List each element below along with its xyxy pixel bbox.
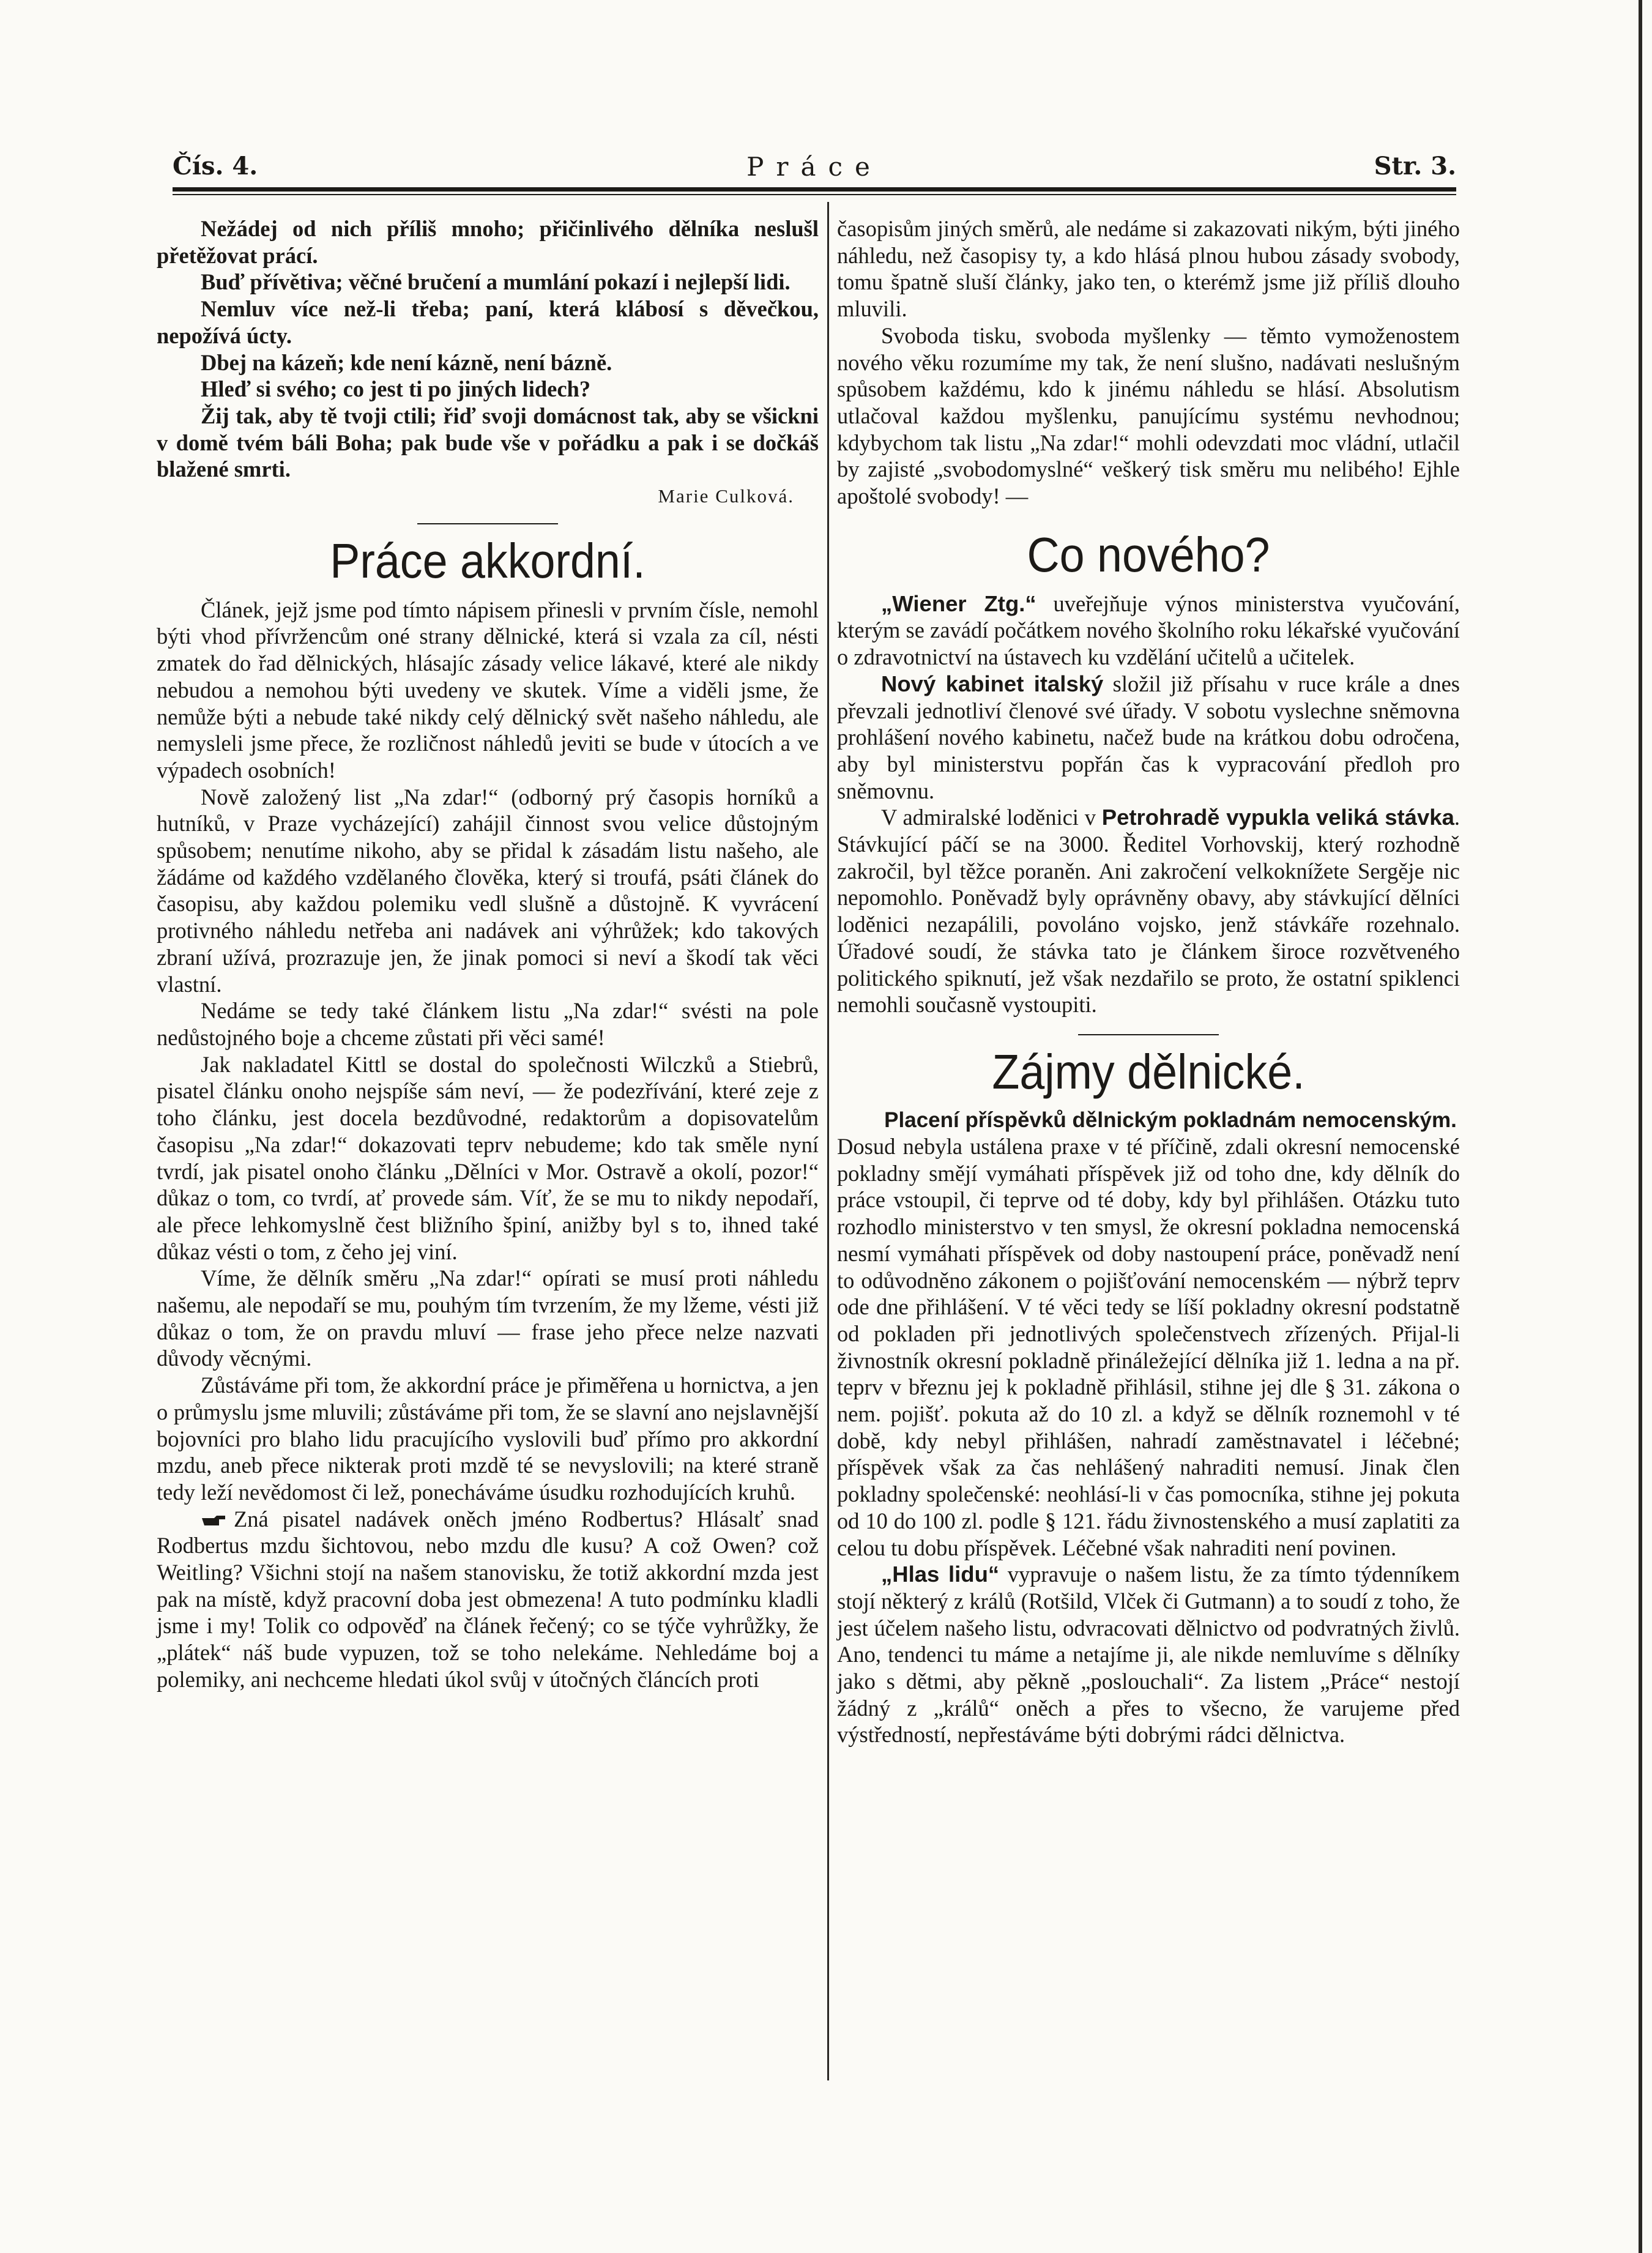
- news-item: [837, 590, 1460, 671]
- rule-paragraph: Nemluv více než-li třeba; paní, která klábosí s děvečkou, nepožívá úcty.: [157, 296, 819, 348]
- page-header: [173, 152, 1456, 186]
- rule-paragraph: Žij tak, aby tě tvoji ctili; řiď svoji domácnost tak, aby se všickni v domě tvém báli Boha; pak bude vše v pořádku a pak i se dočkáš blažené smrti.: [157, 403, 819, 482]
- article-paragraph: Nedáme se tedy také článkem listu „Na zdar!“ svésti na pole nedůstojného boje a chceme zůstati při věci samé!: [157, 998, 819, 1050]
- interests-heading: Zájmy dělnické.: [992, 1044, 1305, 1099]
- hlas-lidu-paragraph: [837, 1561, 1460, 1748]
- issue-number: Čís. 4.: [173, 152, 258, 181]
- continuation-paragraph: Svoboda tisku, svoboda myšlenky — těmto vymoženostem nového věku rozumíme my tak, že není slušno, nadávati neslušným spůsobem každému, kdo k jinému náhledu se hlásí. Absolutism utlačoval každou myšlenku, panujícímu systému nevhodnou; kdybychom tak listu „Na zdar!“ mohli odevzdati moc vládní, utlačil by zajisté „svobodomyslné“ veškerý tisk směru mu nelibého! Ejhle apoštolé svobody! —: [837, 322, 1460, 509]
- header-rule-thin: [173, 194, 1456, 195]
- article-paragraph: Jak nakladatel Kittl se dostal do společnosti Wilczků a Stiebrů, pisatel článku onoho nejspíše sám neví, — že podezřívání, které zeje z toho článku, jest docela bezdůvodné, redaktorům a dopisovatelům časopisu „Na zdar!“ dokazovati teprv nebudeme; kdo tak směle nyní tvrdí, jak pisatel onoho článku „Dělníci v Mor. Ostravě a okolí, pozor!“ důkaz o tom, co tvrdí, ať provede sám. Víť, že se mu to nikdy nepodaří, ale přece lehkomyslně čest bližního špiní, anižby byl s to, ihned také důkaz vésti o tom, z čeho jej viní.: [157, 1051, 819, 1264]
- article-paragraph-with-hand: [157, 1506, 819, 1693]
- section-separator: [1078, 1034, 1219, 1035]
- page-number: Str. 3.: [1374, 152, 1456, 181]
- pointing-hand-icon: [201, 1512, 228, 1529]
- interests-paragraph: Dosud nebyla ustálena praxe v té příčině, zdali okresní nemocenské pokladny smějí vymáhati příspěvek již od toho dne, kdy dělník do práce vstoupil, či teprve od té doby, kdy byl přihlášen. Otázku tuto rozhodlo ministerstvo v ten smysl, že okresní pokladna nemocenská nesmí vymáhati příspěvek od doby nastoupení práce, poněvadž není to odůvodněno zákonem o pojišťování nemocenském — nýbrž teprv ode dne přihlášení. V té věci tedy se líší pokladny okresní podstatně od pokladen při jednotlivých společenstvech zřízených. Přijal-li živnostník okresní pokladně přináležející dělníka již 1. ledna a na př. teprv v březnu jej k pokladně přihlásil, stihne jej dle § 31. zákona o nem. pojišť. pokuta až do 10 zl. a když se dělník roznemohl v té době, kdy nebyl přihlášen, nahradí zaměstnavatel i léčebné; příspěvek však za čas nehlášený nahraditi nemusí. Jinak člen pokladny společenské: neohlásí-li v čas pomocníka, stihne jej pokuta od 10 do 100 zl. podle § 121. řádu živnostenského a musí zaplatiti za celou tu dobu příspěvek. Léčebné však nahraditi není povinen.: [837, 1133, 1460, 1560]
- news-item: [837, 671, 1460, 805]
- article-paragraph: Zůstáváme při tom, že akkordní práce je přiměřena u hornictva, a jen o průmyslu jsme mluvili; zůstáváme při tom, že se slavní ano nejslavnější bojovníci pro blaho lidu pracujícího vyslovili buď přímo pro akkordní mzdu, aneb přece nikterak proti mzdě té se nevyslovili; na které straně tedy leží nevědomost či lež, ponecháváme úsudku rozhodujících kruhů.: [157, 1372, 819, 1505]
- rule-paragraph: Dbej na kázeň; kde není kázně, není bázně.: [201, 349, 612, 375]
- article-heading-prace-akkordni: Práce akkordní.: [330, 533, 646, 588]
- continuation-paragraph: časopisům jiných směrů, ale nedáme si zakazovati nikým, býti jiného náhledu, než časopisy ty, a kdo hlásá plnou hubou zásady svobody, tomu špatně sluší články, jako ten, o kterémž jsme již příliš dlouho mluvili.: [837, 216, 1460, 322]
- article-paragraph-text: Zná pisatel nadávek oněch jméno Rodbertus? Hlásalť snad Rodbertus mzdu šichtovou, nebo mzdu dle kusu? A což Owen? což Weitling? Všichni stojí na našem stanovisku, že totiž akkordní mzda jest pak na místě, když pracovní doba jest obmezena! A tuto podmínku kladli jsme i my! Tolik co odpověď na článek řečený; co se týče vyhrůžky, že „plátek“ náš bude vypuzen, tož se toho nelekáme. Nehledáme boj a polemiky, ani nechceme hledati úkol svůj v útočných článcích proti: [157, 1506, 819, 1692]
- left-column: [157, 215, 819, 1693]
- author-signature: Marie Culková.: [658, 485, 794, 507]
- news-item-text: uveřejňuje výnos ministerstva vyučování, kterým se zavádí počátkem nového školního roku lékařské vyučování o zdravotnictví na ústavech ku vzdělání učitelů a učitelek.: [837, 590, 1460, 670]
- header-rule: [173, 187, 1456, 192]
- interests-subheading: Placení příspěvků dělnickým pokladnám nemocenským.: [884, 1108, 1457, 1132]
- news-item-lead: „Wiener Ztg.“: [881, 590, 1036, 616]
- news-item-lead: Petrohradě vypukla veliká stávka: [1101, 805, 1454, 830]
- hlas-lidu-text: vypravuje o našem listu, že za tímto týdenníkem stojí některý z králů (Rotšild, Vlček či Gutmann) a to soudí z toho, že jest účelem našeho listu, odvracovati dělnictvo od podvratných živlů. Ano, tendenci tu máme a netajíme ji, ale nikde nemluvíme s dělníky jako s dětmi, aby pěkně „poslouchali“. Za listem „Práce“ nestojí žádný z „králů“ oněch a přes to všecno, že varujeme před výstředností, nepřestáváme býti dobrými rádci dělnictva.: [837, 1562, 1460, 1748]
- rule-paragraph: Hleď si svého; co jest ti po jiných lidech?: [201, 376, 591, 402]
- rule-paragraph: Buď přívětiva; věčné bručení a mumlání pokazí i nejlepší lidi.: [201, 269, 791, 295]
- article-paragraph: Nově založený list „Na zdar!“ (odborný prý časopis horníků a hutníků, v Praze vycházející) zahájil činnost svou velice důstojným spůsobem; nenutíme nikoho, aby se přidal k zásadám listu našeho, ale žádáme od každého vzdělaného člověka, který si troufá, psáti článek do časopisu, aby každou polemiku vedl slušně a důstojně. K vyvrácení protivného náhledu netřeba ani nadávek ani výhrůžek; kdo takových zbraní užívá, prozrazuje jen, že jinak pomoci si neví a škodí tak věci vlastní.: [157, 784, 819, 997]
- page-edge-border: [1639, 0, 1642, 2253]
- news-item-lead: Nový kabinet italský: [881, 671, 1104, 696]
- household-rules: [157, 215, 819, 483]
- rule-paragraph: Nežádej od nich příliš mnoho; přičinlivého dělníka neslušl přetěžovat prácí.: [157, 216, 819, 268]
- news-heading: Co nového?: [1027, 527, 1270, 582]
- section-separator: [417, 523, 558, 524]
- column-divider: [827, 202, 829, 2080]
- news-item-text: . Stávkující páčí se na 3000. Ředitel Vorhovskij, který rozhodně zakročil, byl těžce poraněn. Ani zakročení velkoknížete Sergěje nic nepomohlo. Poněvadž byly oprávněny obavy, aby stávkující dělníci loděnici nezapálili, povoláno vojsko, jenž stávkáře rozehnalo. Úřadové soudí, že stávka tato je článkem široce rozvětveného politického spiknutí, jež však nezdařilo se proto, že ostatní spiklenci nemohli současně vystoupiti.: [837, 805, 1460, 1018]
- hlas-lidu-lead: „Hlas lidu“: [881, 1562, 1000, 1587]
- article-paragraph: Článek, jejž jsme pod tímto nápisem přinesli v prvním čísle, nemohl býti vhod přívržencům oné strany dělnické, která si vzala za cíl, nésti zmatek do řad dělnických, hlásajíc zásady velice lákavé, které ale nikdy nebudou a nemohou býti uvedeny ve skutek. Víme a viděli jsme, že nemůže býti a nebude také nikdy celý dělnický svět našeho náhledu, ale nemysleli jsme přece, že rozličnost náhledů jeviti se bude v útocích a ve výpadech osobních!: [157, 597, 819, 783]
- article-paragraph: Víme, že dělník směru „Na zdar!“ opírati se musí proti náhledu našemu, ale nepodaří se mu, pouhým tím tvrzením, že my lžeme, vésti již důkaz o tom, že on pravdu mluví — frase jeho přece nelze nazvati důvody věcnými.: [157, 1265, 819, 1371]
- news-item-text: složil již přísahu v ruce krále a dnes převzali jednotliví členové své úřady. V sobotu vyslechne sněmovna prohlášení nového kabinetu, načež bude na krátkou dobu odročena, aby byl ministerstvu popřán čas k vypracování předloh pro sněmovnu.: [837, 671, 1460, 803]
- news-item-pre: V admiralské loděnici v: [881, 805, 1102, 830]
- news-item: [837, 804, 1460, 1018]
- newspaper-title: Práce: [746, 152, 882, 182]
- right-column: [837, 215, 1460, 1748]
